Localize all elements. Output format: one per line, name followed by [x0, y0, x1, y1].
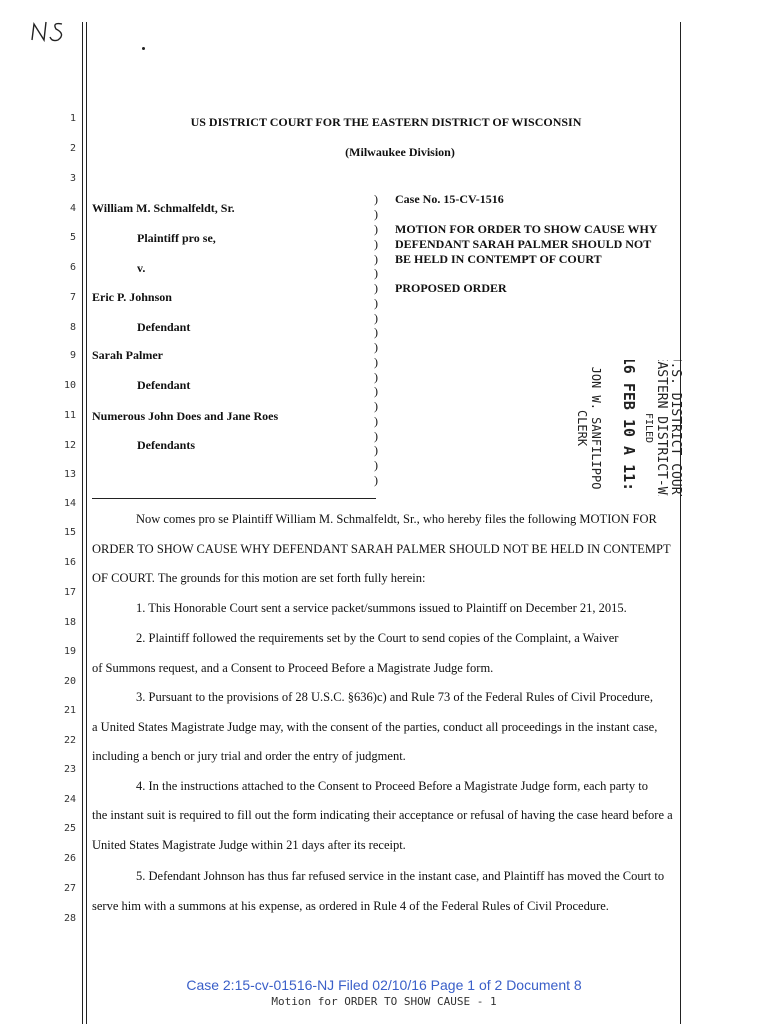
caption-paren: ): [374, 355, 378, 369]
line-number: 20: [63, 676, 76, 687]
left-margin-rule-outer: [82, 22, 83, 1024]
caption-paren: ): [374, 414, 378, 428]
handwritten-initials: [28, 16, 72, 46]
line-number: 21: [63, 705, 76, 716]
left-margin-rule-inner: [86, 22, 87, 1024]
division: (Milwaukee Division): [345, 145, 455, 159]
paragraph-3-line1: 3. Pursuant to the provisions of 28 U.S.C. §636)c) and Rule 73 of the Federal Rules of Civil Procedure,: [136, 690, 653, 704]
line-number: 27: [63, 883, 76, 894]
defendant-does: Numerous John Does and Jane Roes: [92, 409, 279, 423]
intro-line2: ORDER TO SHOW CAUSE WHY DEFENDANT SARAH PALMER SHOULD NOT BE HELD IN CONTEMPT: [92, 542, 671, 556]
versus: v.: [137, 261, 146, 275]
intro-line3: OF COURT. The grounds for this motion are set forth fully herein:: [92, 571, 426, 585]
stamp-line-date: 2016 FEB 10 A 11: 19: [620, 360, 638, 496]
caption-paren: ): [374, 443, 378, 457]
line-number: 16: [63, 557, 76, 568]
paragraph-2-line2: of Summons request, and a Consent to Proceed Before a Magistrate Judge form.: [92, 661, 494, 675]
caption-paren: ): [374, 207, 378, 221]
paragraph-3-line3: including a bench or jury trial and order the entry of judgment.: [92, 749, 406, 763]
line-number: 11: [63, 410, 76, 421]
paragraph-4-line3: United States Magistrate Judge within 21 days after its receipt.: [92, 838, 406, 852]
caption-paren: ): [374, 325, 378, 339]
caption-paren: ): [374, 281, 378, 295]
caption-paren: ): [374, 192, 378, 206]
paragraph-1: 1. This Honorable Court sent a service packet/summons issued to Plaintiff on December 21, 2015.: [136, 601, 627, 615]
stamp-line-court: U.S. DISTRICT COURT: [668, 360, 683, 496]
line-number: 8: [69, 322, 76, 333]
line-number: 6: [69, 262, 76, 273]
caption-paren: ): [374, 296, 378, 310]
defendant-does-role: Defendants: [137, 438, 196, 452]
line-number: 2: [69, 143, 76, 154]
motion-title-line1: MOTION FOR ORDER TO SHOW CAUSE WHY: [395, 222, 658, 236]
line-number: 12: [63, 440, 76, 451]
defendant-johnson-role: Defendant: [137, 320, 191, 334]
paragraph-4-line1: 4. In the instructions attached to the Consent to Proceed Before a Magistrate Judge form, each party to: [136, 779, 648, 793]
caption-paren: ): [374, 399, 378, 413]
defendant-palmer: Sarah Palmer: [92, 348, 163, 362]
stamp-line-clerk-name: JON W. SANFILIPPO: [589, 366, 603, 490]
stamp-line-filed: FILED: [643, 412, 654, 444]
court-filing-header: Case 2:15-cv-01516-NJ Filed 02/10/16 Page 1 of 2 Document 8: [186, 977, 582, 993]
line-number: 1: [69, 113, 76, 124]
caption-paren: ): [374, 237, 378, 251]
stamp-line-district: EASTERN DISTRICT-WI: [654, 360, 669, 496]
court-title: US DISTRICT COURT FOR THE EASTERN DISTRICT OF WISCONSIN: [190, 115, 582, 129]
plaintiff-role: Plaintiff pro se,: [137, 231, 216, 245]
speck: [142, 47, 145, 50]
paragraph-5-line2: serve him with a summons at his expense, as ordered in Rule 4 of the Federal Rules of Civil Procedure.: [92, 899, 609, 913]
line-number: 19: [63, 646, 76, 657]
line-number: 3: [69, 173, 76, 184]
caption-paren: ): [374, 266, 378, 280]
defendant-johnson: Eric P. Johnson: [92, 290, 172, 304]
line-number: 13: [63, 469, 76, 480]
case-number: Case No. 15-CV-1516: [395, 192, 504, 206]
proposed-order: PROPOSED ORDER: [395, 281, 507, 295]
motion-title-line3: BE HELD IN CONTEMPT OF COURT: [395, 252, 602, 266]
caption-paren: ): [374, 370, 378, 384]
caption-divider: [92, 498, 376, 499]
line-number: 23: [63, 764, 76, 775]
caption-paren: ): [374, 252, 378, 266]
caption-paren: ): [374, 222, 378, 236]
line-number: 7: [69, 292, 76, 303]
paragraph-2-line1: 2. Plaintiff followed the requirements set by the Court to send copies of the Complaint, a Waiver: [136, 631, 619, 645]
line-number: 28: [63, 913, 76, 924]
caption-paren: ): [374, 384, 378, 398]
line-number: 25: [63, 823, 76, 834]
clerk-filed-stamp: [548, 360, 688, 496]
line-number: 10: [63, 380, 76, 391]
page-footer-title: Motion for ORDER TO SHOW CAUSE - 1: [271, 995, 497, 1008]
line-number: 9: [69, 350, 76, 361]
paragraph-5-line1: 5. Defendant Johnson has thus far refused service in the instant case, and Plaintiff has moved the Court to: [136, 869, 665, 883]
line-number: 22: [63, 735, 76, 746]
line-number: 5: [69, 232, 76, 243]
caption-paren: ): [374, 429, 378, 443]
motion-title-line2: DEFENDANT SARAH PALMER SHOULD NOT: [395, 237, 652, 251]
right-margin-rule: [680, 22, 681, 1024]
line-number: 18: [63, 617, 76, 628]
line-number: 26: [63, 853, 76, 864]
line-number: 14: [63, 498, 76, 509]
line-number: 24: [63, 794, 76, 805]
plaintiff-name: William M. Schmalfeldt, Sr.: [92, 201, 235, 215]
caption-paren: ): [374, 473, 378, 487]
caption-paren: ): [374, 340, 378, 354]
paragraph-3-line2: a United States Magistrate Judge may, with the consent of the parties, conduct all proceedings in the instant case,: [92, 720, 658, 734]
line-number: 15: [63, 527, 76, 538]
caption-paren: ): [374, 458, 378, 472]
caption-paren: ): [374, 311, 378, 325]
line-number: 17: [63, 587, 76, 598]
intro-line1: Now comes pro se Plaintiff William M. Schmalfeldt, Sr., who hereby files the following MOTION FOR: [136, 512, 657, 526]
line-number: 4: [69, 203, 76, 214]
stamp-line-clerk: CLERK: [575, 409, 589, 447]
paragraph-4-line2: the instant suit is required to fill out the form indicating their acceptance or refusal of having the case heard before a: [92, 808, 673, 822]
defendant-palmer-role: Defendant: [137, 378, 191, 392]
